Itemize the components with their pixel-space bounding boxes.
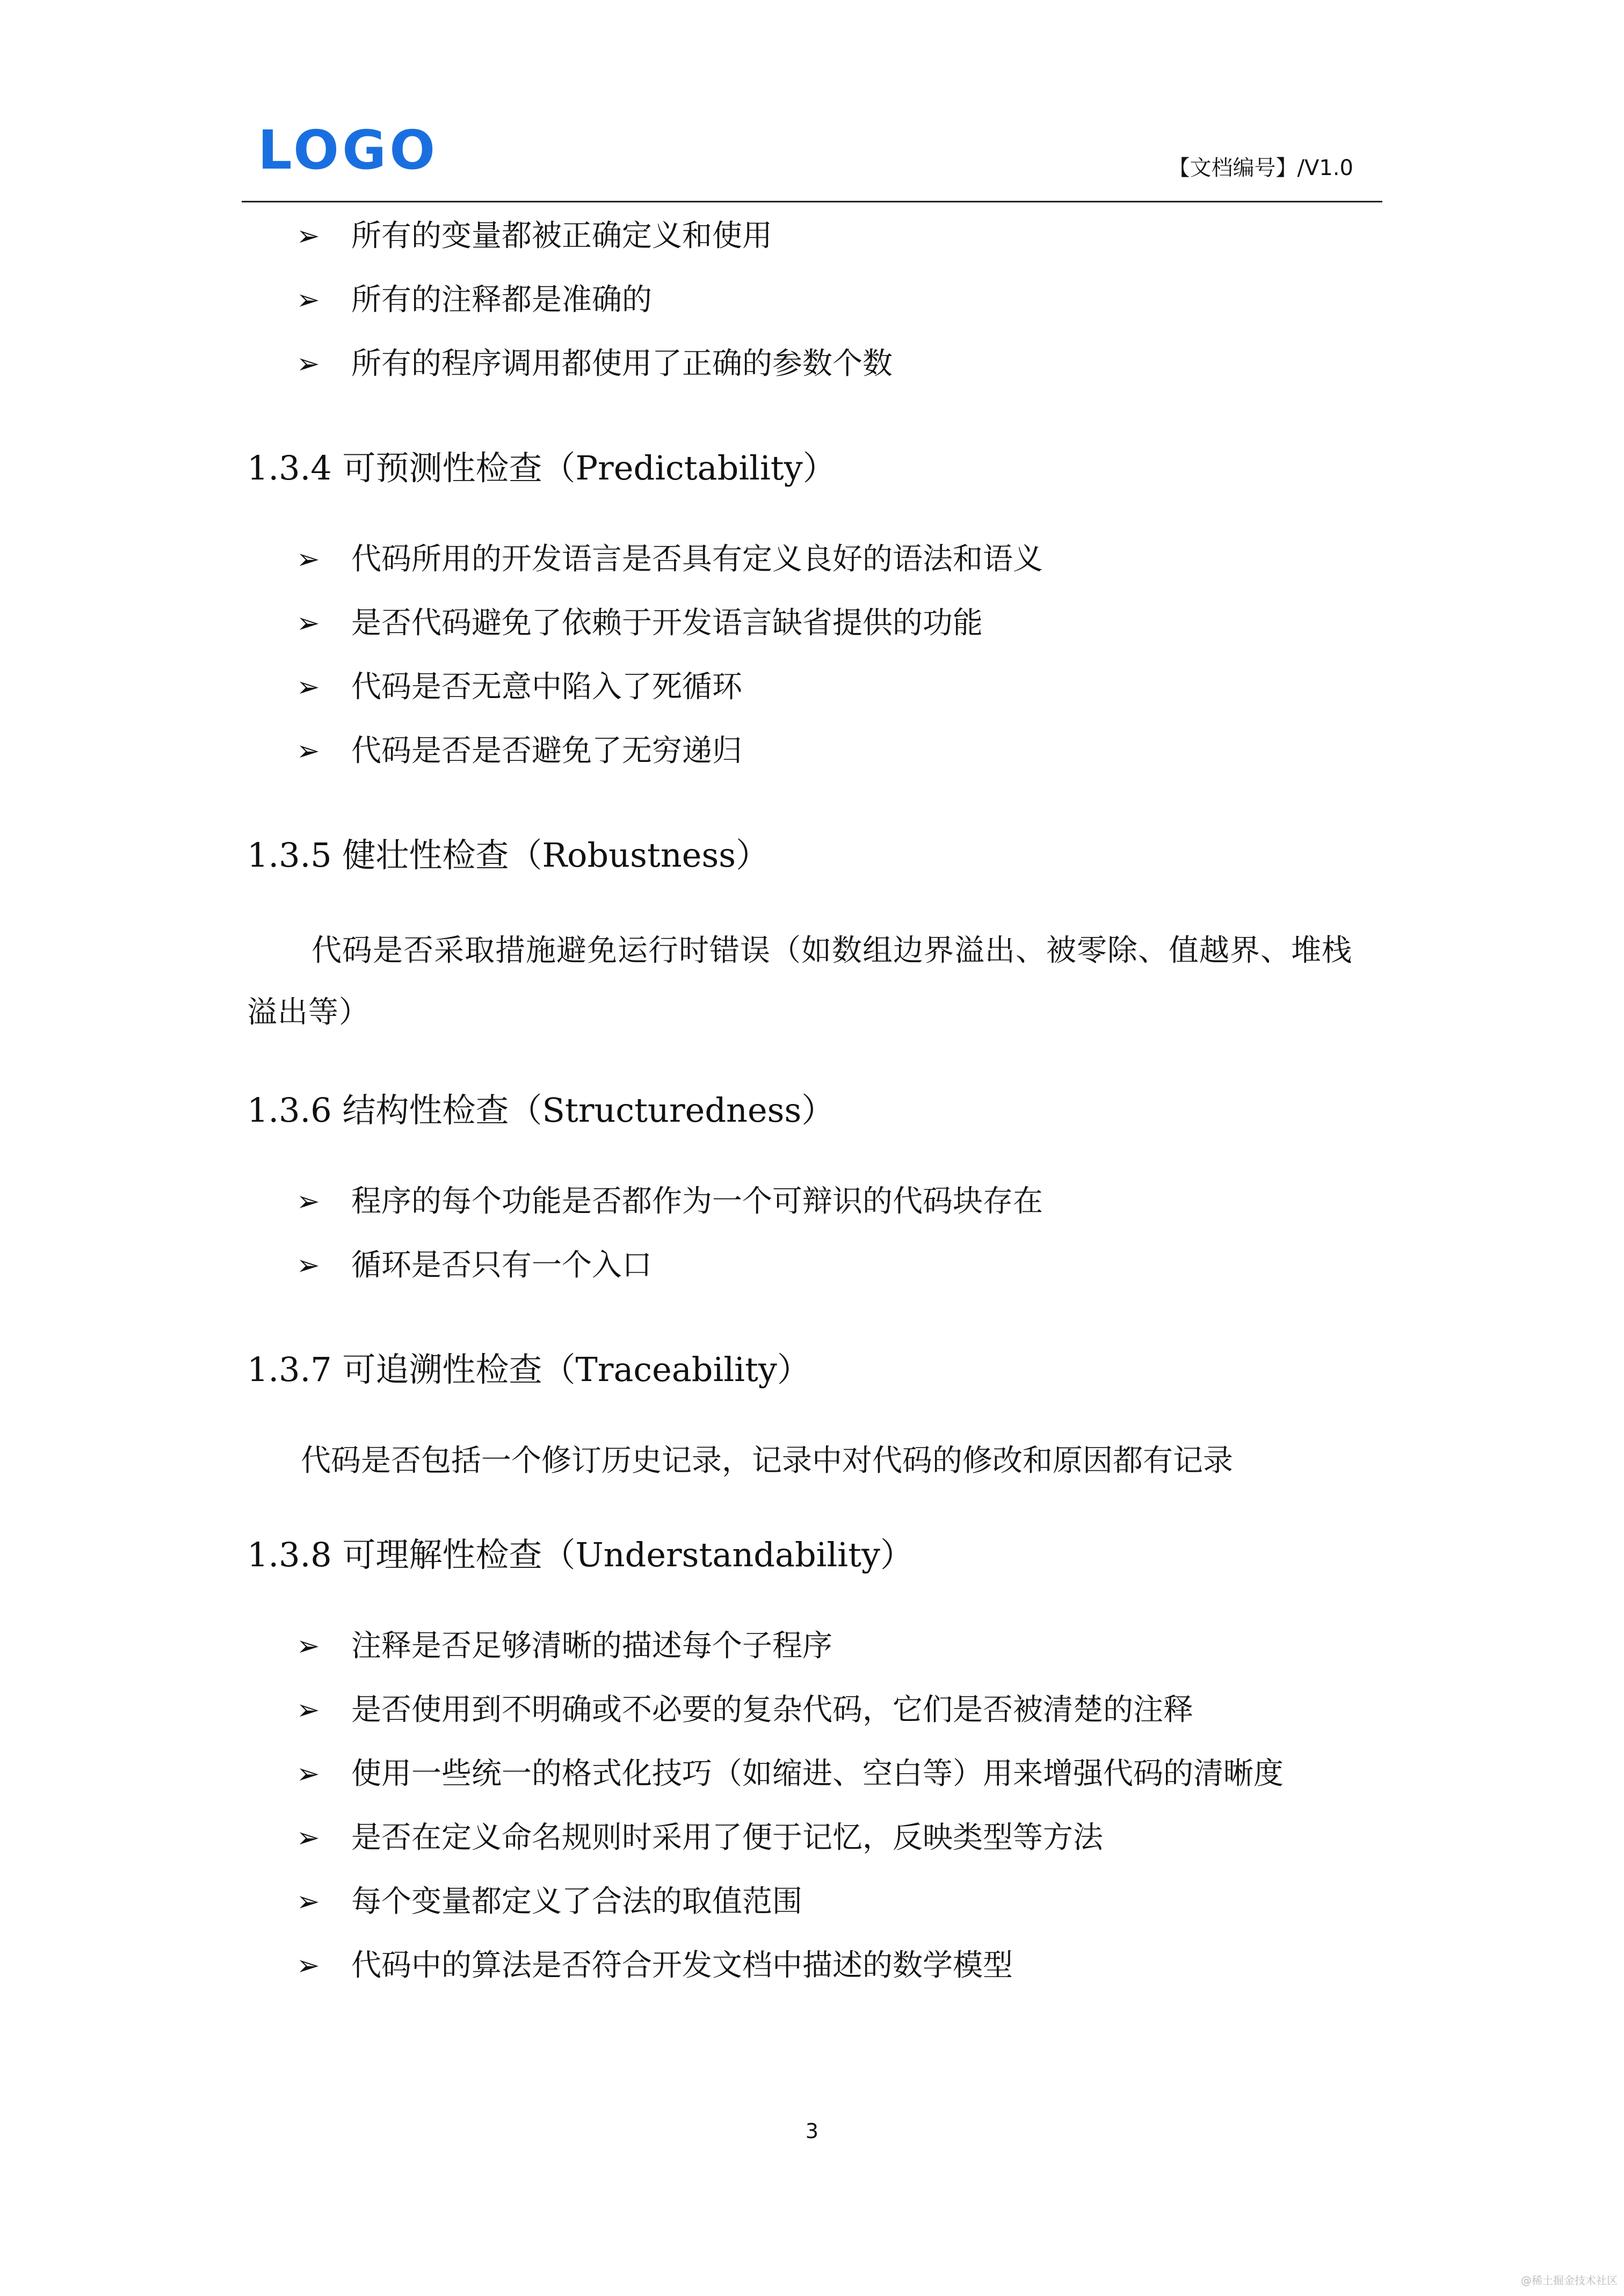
- list-item: ➢ 所有的注释都是准确的: [296, 273, 1380, 337]
- arrow-bullet-icon: ➢: [296, 1950, 320, 1982]
- list-item: ➢ 是否在定义命名规则时采用了便于记忆，反映类型等方法: [296, 1811, 1380, 1875]
- section-heading-robustness: 1.3.5 健壮性检查（Robustness）: [247, 835, 770, 875]
- arrow-bullet-icon: ➢: [296, 671, 320, 703]
- arrow-bullet-icon: ➢: [296, 220, 320, 252]
- list-item: ➢ 代码所用的开发语言是否具有定义良好的语法和语义: [296, 533, 1380, 597]
- list-item: ➢ 是否使用到不明确或不必要的复杂代码，它们是否被清楚的注释: [296, 1683, 1380, 1747]
- section-heading-understandability: 1.3.8 可理解性检查（Understandability）: [247, 1535, 914, 1574]
- robustness-paragraph: 代码是否采取措施避免运行时错误（如数组边界溢出、被零除、值越界、堆栈溢出等）: [247, 933, 1352, 1030]
- arrow-bullet-icon: ➢: [296, 1694, 320, 1726]
- page-number: 3: [805, 2119, 819, 2143]
- list-item: ➢ 注释是否足够清晰的描述每个子程序: [296, 1619, 1380, 1683]
- arrow-bullet-icon: ➢: [296, 1758, 320, 1790]
- logo: LOGO: [258, 119, 439, 181]
- arrow-bullet-icon: ➢: [296, 1249, 320, 1282]
- arrow-bullet-icon: ➢: [296, 1822, 320, 1854]
- header-divider: [242, 201, 1382, 202]
- arrow-bullet-icon: ➢: [296, 348, 320, 380]
- arrow-bullet-icon: ➢: [296, 607, 320, 640]
- arrow-bullet-icon: ➢: [296, 1886, 320, 1918]
- structuredness-bullet-list: [247, 1175, 1380, 1303]
- section-heading-structuredness: 1.3.6 结构性检查（Structuredness）: [247, 1091, 835, 1130]
- understandability-bullet-list: [247, 1619, 1380, 2003]
- traceability-paragraph: 代码是否包括一个修订历史记录，记录中对代码的修改和原因都有记录: [301, 1443, 1233, 1478]
- predictability-bullet-list: [247, 533, 1380, 788]
- list-item: ➢ 所有的程序调用都使用了正确的参数个数: [296, 337, 1380, 401]
- list-item: ➢ 代码是否无意中陷入了死循环: [296, 660, 1380, 724]
- list-item: ➢ 代码中的算法是否符合开发文档中描述的数学模型: [296, 1939, 1380, 2003]
- section-heading-predictability: 1.3.4 可预测性检查（Predictability）: [247, 448, 836, 488]
- list-item: ➢ 循环是否只有一个入口: [296, 1239, 1380, 1303]
- list-item: ➢ 使用一些统一的格式化技巧（如缩进、空白等）用来增强代码的清晰度: [296, 1747, 1380, 1811]
- list-item: ➢ 是否代码避免了依赖于开发语言缺省提供的功能: [296, 597, 1380, 660]
- arrow-bullet-icon: ➢: [296, 543, 320, 576]
- document-number: 【文档编号】/V1.0: [1168, 156, 1353, 180]
- list-item: ➢ 代码是否是否避免了无穷递归: [296, 724, 1380, 788]
- arrow-bullet-icon: ➢: [296, 284, 320, 316]
- section-heading-traceability: 1.3.7 可追溯性检查（Traceability）: [247, 1350, 810, 1389]
- watermark: @稀土掘金技术社区: [1521, 2274, 1618, 2287]
- arrow-bullet-icon: ➢: [296, 1630, 320, 1662]
- list-item: ➢ 程序的每个功能是否都作为一个可辩识的代码块存在: [296, 1175, 1380, 1239]
- document-body: [247, 209, 1380, 2003]
- arrow-bullet-icon: ➢: [296, 1186, 320, 1218]
- arrow-bullet-icon: ➢: [296, 735, 320, 767]
- intro-bullet-list: [247, 209, 1380, 401]
- list-item: ➢ 所有的变量都被正确定义和使用: [296, 209, 1380, 273]
- list-item: ➢ 每个变量都定义了合法的取值范围: [296, 1875, 1380, 1939]
